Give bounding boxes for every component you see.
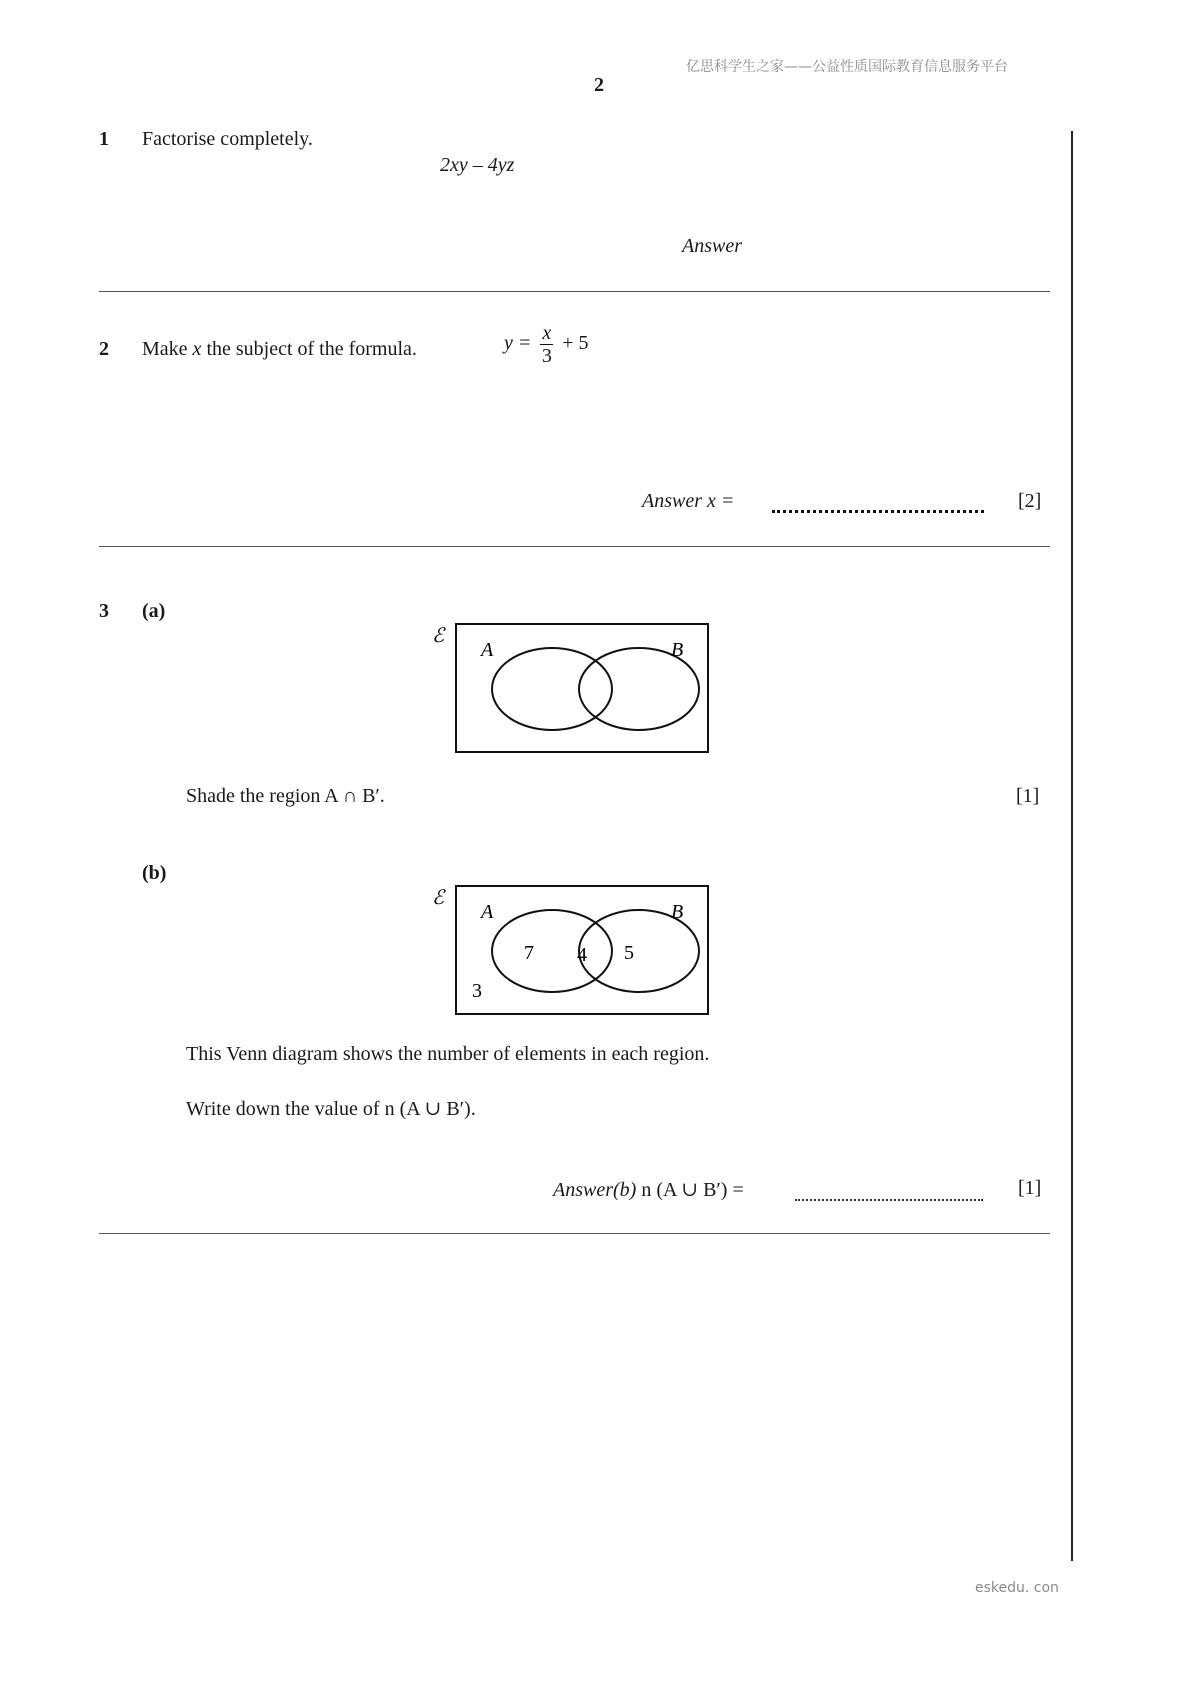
q2-formula-tail: + 5 bbox=[562, 332, 589, 355]
footer-site: eskedu. con bbox=[975, 1580, 1059, 1596]
venn-a-label-b: B bbox=[671, 639, 684, 661]
q2-formula-denominator: 3 bbox=[541, 345, 552, 367]
q2-prompt bbox=[142, 338, 417, 361]
q2-answer-label: Answer x = bbox=[642, 490, 735, 512]
venn-a-circle-a[interactable] bbox=[492, 648, 612, 730]
q3b-answer-line[interactable] bbox=[795, 1184, 983, 1207]
q2-prompt-post: the subject of the formula. bbox=[201, 338, 417, 360]
venn-b-universal-symbol: ℰ bbox=[432, 887, 445, 909]
q3b-answer-expr: n (A ∪ B′) = bbox=[641, 1179, 744, 1201]
q2-formula-lhs: y = bbox=[504, 332, 532, 355]
venn-a-label-a: A bbox=[481, 639, 494, 661]
q3b-text-1: This Venn diagram shows the number of elements in each region. bbox=[186, 1043, 710, 1065]
venn-b-region-b-only: 5 bbox=[624, 942, 634, 964]
q2-formula-fraction bbox=[540, 322, 553, 367]
q3a-instruction: Shade the region A ∩ B′. bbox=[186, 785, 385, 807]
page-number: 2 bbox=[594, 74, 604, 96]
q3b-answer-label: Answer(b) bbox=[553, 1179, 637, 1201]
venn-b-region-outside: 3 bbox=[472, 980, 482, 1002]
q1-answer-label: Answer bbox=[682, 235, 742, 257]
divider-q3 bbox=[99, 1233, 1050, 1234]
venn-diagram-b bbox=[426, 876, 716, 1024]
q3a-label: (a) bbox=[142, 600, 166, 622]
q2-marks: [2] bbox=[1018, 490, 1042, 512]
q2-prompt-var: x bbox=[192, 338, 202, 360]
q1-expression: 2xy – 4yz bbox=[440, 154, 515, 176]
q2-prompt-pre: Make bbox=[142, 338, 193, 360]
venn-diagram-a bbox=[426, 614, 716, 762]
q2-answer-line[interactable] bbox=[772, 496, 984, 519]
venn-b-label-b: B bbox=[671, 901, 684, 923]
q3b-marks: [1] bbox=[1018, 1177, 1042, 1199]
q3b-label: (b) bbox=[142, 862, 167, 884]
q2-number: 2 bbox=[99, 338, 109, 360]
q2-formula-numerator: x bbox=[542, 322, 552, 344]
q3-number: 3 bbox=[99, 600, 109, 622]
venn-b-region-intersection: 4 bbox=[577, 944, 587, 966]
q3b-text-2: Write down the value of n (A ∪ B′). bbox=[186, 1098, 476, 1120]
divider-q2 bbox=[99, 546, 1050, 547]
right-margin-line bbox=[1071, 131, 1073, 1561]
q1-number: 1 bbox=[99, 128, 109, 150]
q2-formula bbox=[504, 322, 589, 367]
venn-b-region-a-only: 7 bbox=[524, 942, 534, 964]
divider-q1 bbox=[99, 291, 1050, 292]
q1-prompt: Factorise completely. bbox=[142, 128, 313, 150]
q3a-marks: [1] bbox=[1016, 785, 1040, 807]
venn-a-universal-symbol: ℰ bbox=[432, 625, 445, 647]
venn-b-circle-a bbox=[492, 910, 612, 992]
venn-b-label-a: A bbox=[481, 901, 494, 923]
header-watermark: 亿思科学生之家——公益性质国际教育信息服务平台 bbox=[686, 59, 1008, 75]
q3b-answer bbox=[553, 1177, 744, 1202]
